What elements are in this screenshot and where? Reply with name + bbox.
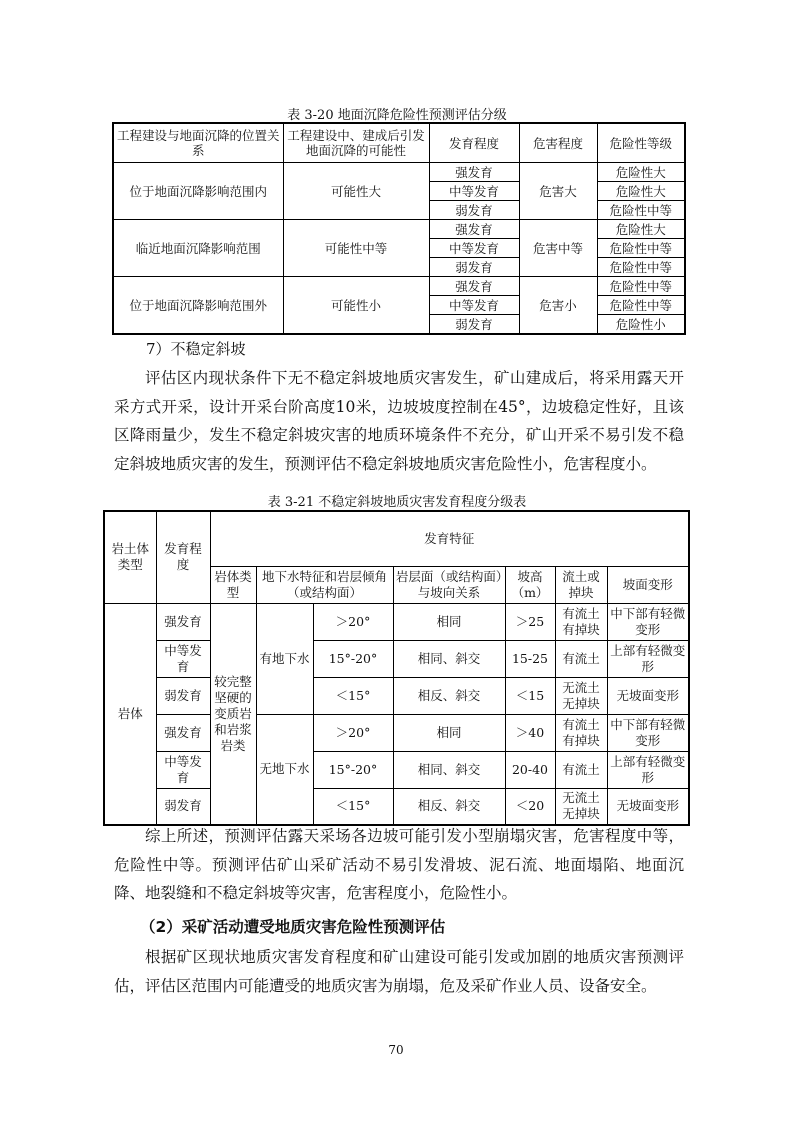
section-heading-unstable-slope: 7）不稳定斜坡	[146, 340, 246, 358]
subheader-cell: 地下水特征和岩层倾角（或结构面）	[256, 566, 393, 603]
paragraph-text: 综上所述，预测评估露天采场各边坡可能引发小型崩塌灾害，危害程度中等，危险性中等。预测评估矿山采矿活动不易引发滑坡、泥石流、地面塌陷、地面沉降、地裂缝和不稳定斜坡等灾害，危害程度小，危险性小。	[114, 827, 684, 902]
table-row	[104, 603, 689, 640]
header-features: 发育特征	[210, 511, 689, 566]
height-cell: ＜15	[505, 677, 555, 714]
subheader-cell: 岩层面（或结构面）与坡向关系	[393, 566, 505, 603]
table-header-row	[104, 511, 689, 566]
table-3-20-caption: 表 3-20 地面沉降危险性预测评估分级	[287, 108, 507, 123]
slope-development-table	[103, 510, 690, 826]
subheader-cell: 流土或掉块	[555, 566, 607, 603]
header-cell: 工程建设中、建成后引发地面沉降的可能性	[283, 123, 429, 163]
header-cell: 危险性等级	[597, 123, 685, 163]
risk-level-cell: 危险性小	[597, 315, 685, 335]
possibility-cell: 可能性大	[283, 163, 429, 220]
paragraph-text: 根据矿区现状地质灾害发育程度和矿山建设可能引发或加剧的地质灾害预测评估，评估区范围内可能遭受的地质灾害为崩塌，危及采矿作业人员、设备安全。	[114, 948, 684, 995]
angle-cell: ＞20°	[313, 603, 393, 640]
table-row	[113, 163, 685, 182]
angle-cell: ＞20°	[313, 714, 393, 751]
groundwater-cell: 有地下水	[256, 603, 313, 714]
header-cell: 发育程度	[429, 123, 519, 163]
mining-risk-paragraph	[114, 943, 684, 1000]
flow-cell: 有流土有掉块	[555, 714, 607, 751]
development-cell: 强发育	[156, 714, 210, 751]
relation-cell: 相同	[393, 714, 505, 751]
relation-cell: 相同、斜交	[393, 751, 505, 788]
risk-level-cell: 危险性中等	[597, 201, 685, 220]
development-cell: 弱发育	[156, 788, 210, 825]
risk-level-cell: 危险性中等	[597, 239, 685, 258]
deformation-cell: 无坡面变形	[607, 677, 689, 714]
table-row	[113, 277, 685, 296]
position-cell: 临近地面沉降影响范围	[113, 220, 283, 277]
flow-cell: 有流土有掉块	[555, 603, 607, 640]
height-cell: 20-40	[505, 751, 555, 788]
paragraph-text: 评估区内现状条件下无不稳定斜坡地质灾害发生，矿山建成后，将采用露天开采方式开采，设计开采台阶高度10米，边坡坡度控制在45°，边坡稳定性好，且该区降雨量少，发生不稳定斜坡灾害的地质环境条件不充分，矿山开采不易引发不稳定斜坡地质灾害的发生，预测评估不稳定斜坡地质灾害危险性小，危害程度小。	[114, 369, 684, 473]
development-cell: 强发育	[429, 277, 519, 296]
development-cell: 强发育	[429, 163, 519, 182]
header-development: 发育程度	[156, 511, 210, 603]
height-cell: 15-25	[505, 640, 555, 677]
deformation-cell: 上部有轻微变形	[607, 640, 689, 677]
relation-cell: 相同	[393, 603, 505, 640]
deformation-cell: 中下部有轻微变形	[607, 603, 689, 640]
development-cell: 弱发育	[429, 201, 519, 220]
flow-cell: 有流土	[555, 751, 607, 788]
harm-cell: 危害小	[519, 277, 597, 335]
development-cell: 强发育	[429, 220, 519, 239]
rock-type-cell: 较完整坚硬的变质岩和岩浆岩类	[210, 603, 256, 825]
risk-level-cell: 危险性中等	[597, 258, 685, 277]
height-cell: ＞40	[505, 714, 555, 751]
angle-cell: 15°-20°	[313, 751, 393, 788]
header-cell: 危害程度	[519, 123, 597, 163]
development-cell: 强发育	[156, 603, 210, 640]
table-header-row	[113, 123, 685, 163]
development-cell: 弱发育	[156, 677, 210, 714]
deformation-cell: 上部有轻微变形	[607, 751, 689, 788]
height-cell: ＞25	[505, 603, 555, 640]
section-heading-mining-risk: （2）采矿活动遭受地质灾害危险性预测评估	[140, 918, 446, 936]
relation-cell: 相反、斜交	[393, 788, 505, 825]
subheader-cell: 坡高（m）	[505, 566, 555, 603]
development-cell: 弱发育	[429, 258, 519, 277]
subheader-cell: 岩体类型	[210, 566, 256, 603]
angle-cell: ＜15°	[313, 788, 393, 825]
harm-cell: 危害中等	[519, 220, 597, 277]
groundwater-cell: 无地下水	[256, 714, 313, 825]
summary-paragraph	[114, 822, 684, 908]
relation-cell: 相反、斜交	[393, 677, 505, 714]
development-cell: 中等发育	[429, 182, 519, 201]
development-cell: 中等发育	[156, 640, 210, 677]
table-3-21-caption: 表 3-21 不稳定斜坡地质灾害发育程度分级表	[267, 495, 527, 510]
possibility-cell: 可能性中等	[283, 220, 429, 277]
flow-cell: 无流土无掉块	[555, 677, 607, 714]
risk-level-cell: 危险性中等	[597, 296, 685, 315]
position-cell: 位于地面沉降影响范围内	[113, 163, 283, 220]
table-row	[104, 677, 689, 714]
deformation-cell: 无坡面变形	[607, 788, 689, 825]
deformation-cell: 中下部有轻微变形	[607, 714, 689, 751]
risk-level-cell: 危险性大	[597, 182, 685, 201]
height-cell: ＜20	[505, 788, 555, 825]
development-cell: 中等发育	[429, 239, 519, 258]
risk-level-cell: 危险性大	[597, 220, 685, 239]
table-row	[104, 714, 689, 751]
angle-cell: ＜15°	[313, 677, 393, 714]
subheader-cell: 坡面变形	[607, 566, 689, 603]
table-row	[104, 751, 689, 788]
table-row	[104, 640, 689, 677]
flow-cell: 有流土	[555, 640, 607, 677]
table-row	[104, 788, 689, 825]
unstable-slope-paragraph	[114, 364, 684, 478]
harm-cell: 危害大	[519, 163, 597, 220]
development-cell: 中等发育	[429, 296, 519, 315]
development-cell: 弱发育	[429, 315, 519, 335]
page-number: 70	[388, 1043, 404, 1057]
risk-level-cell: 危险性中等	[597, 277, 685, 296]
position-cell: 位于地面沉降影响范围外	[113, 277, 283, 335]
table-row	[113, 220, 685, 239]
subsidence-risk-table	[112, 122, 686, 335]
header-soil-type: 岩土体类型	[104, 511, 156, 603]
flow-cell: 无流土无掉块	[555, 788, 607, 825]
development-cell: 中等发育	[156, 751, 210, 788]
header-cell: 工程建设与地面沉降的位置关系	[113, 123, 283, 163]
soil-type-cell: 岩体	[104, 603, 156, 825]
risk-level-cell: 危险性大	[597, 163, 685, 182]
angle-cell: 15°-20°	[313, 640, 393, 677]
possibility-cell: 可能性小	[283, 277, 429, 335]
relation-cell: 相同、斜交	[393, 640, 505, 677]
